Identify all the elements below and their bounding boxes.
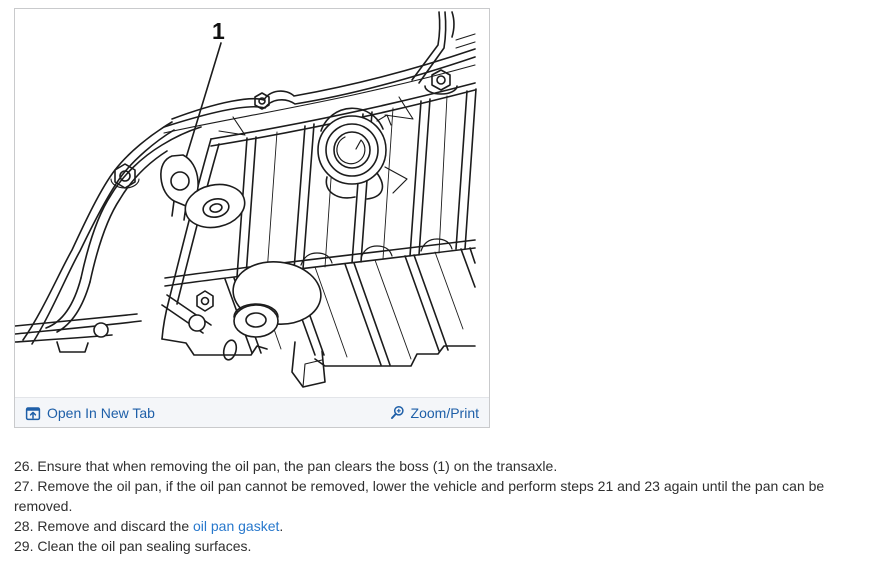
step-28-prefix: 28. Remove and discard the [14,518,193,534]
instruction-steps [14,456,864,556]
step-27: 27. Remove the oil pan, if the oil pan cannot be removed, lower the vehicle and perform steps 21 and 23 again until the pan can be removed. [14,478,825,514]
callout-1-label: 1 [212,18,225,44]
figure-footer [15,397,489,427]
open-in-new-tab-icon [25,405,41,421]
open-in-new-tab-link[interactable] [25,405,155,421]
step-28-suffix: . [279,518,284,534]
open-in-new-tab-label: Open In New Tab [47,404,155,421]
zoom-print-link[interactable] [389,405,479,421]
hub-boss [318,108,407,199]
step-28 [14,516,864,536]
bolt-bottom [197,291,213,311]
oil-pan-gasket-link[interactable]: oil pan gasket [193,518,280,534]
zoom-print-icon [389,405,405,421]
callout-leader-line [186,43,221,158]
step-26: 26. Ensure that when removing the oil pan, the pan clears the boss (1) on the transaxle. [14,458,558,474]
drain-washer [234,305,278,337]
figure-canvas [15,9,489,397]
oil-pan-diagram [15,9,489,397]
bracket-tab [292,342,325,387]
figure-box [14,8,490,428]
step-29: 29. Clean the oil pan sealing surfaces. [14,538,252,554]
zoom-print-label: Zoom/Print [410,404,479,421]
